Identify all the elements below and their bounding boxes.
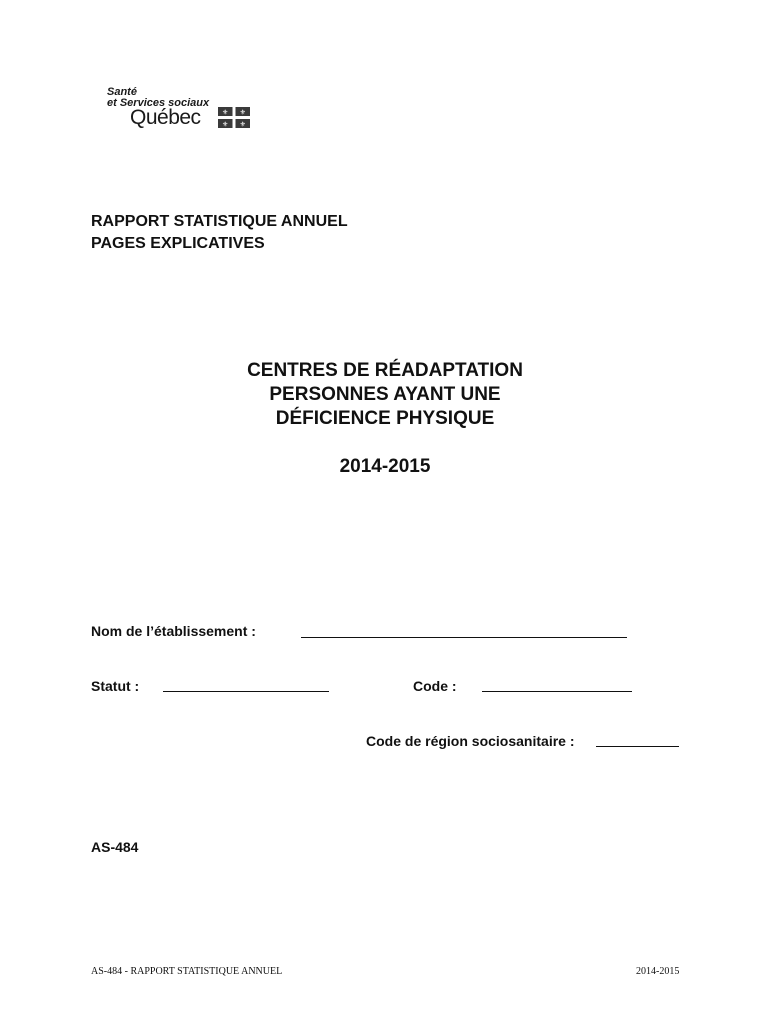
region-code-field[interactable] <box>596 746 679 747</box>
footer-left: AS-484 - RAPPORT STATISTIQUE ANNUEL <box>91 966 283 977</box>
code-field[interactable] <box>482 691 632 692</box>
quebec-flag-icon <box>218 107 250 128</box>
document-year: 2014-2015 <box>339 456 431 477</box>
statut-label: Statut : <box>91 678 140 694</box>
report-subheading: PAGES EXPLICATIVES <box>91 235 265 252</box>
logo-text-quebec: Québec <box>130 106 201 129</box>
statut-field[interactable] <box>163 691 329 692</box>
svg-text:⚜: ⚜ <box>239 120 246 128</box>
etablissement-label: Nom de l’établissement : <box>91 623 256 639</box>
code-label: Code : <box>413 678 457 694</box>
logo-text-services: et Services sociaux <box>107 97 210 109</box>
svg-text:⚜: ⚜ <box>222 108 229 117</box>
form-code: AS-484 <box>91 839 139 855</box>
document-title-line-3: DÉFICIENCE PHYSIQUE <box>275 408 495 429</box>
report-heading: RAPPORT STATISTIQUE ANNUEL <box>91 213 348 230</box>
svg-text:⚜: ⚜ <box>222 120 229 128</box>
footer-right: 2014-2015 <box>636 966 680 977</box>
region-code-label: Code de région sociosanitaire : <box>366 733 575 749</box>
svg-text:⚜: ⚜ <box>239 108 246 117</box>
document-title-line-1: CENTRES DE RÉADAPTATION <box>247 360 523 381</box>
etablissement-field[interactable] <box>301 637 627 638</box>
document-title-line-2: PERSONNES AYANT UNE <box>269 384 501 405</box>
logo-text-sante: Santé <box>107 86 137 98</box>
